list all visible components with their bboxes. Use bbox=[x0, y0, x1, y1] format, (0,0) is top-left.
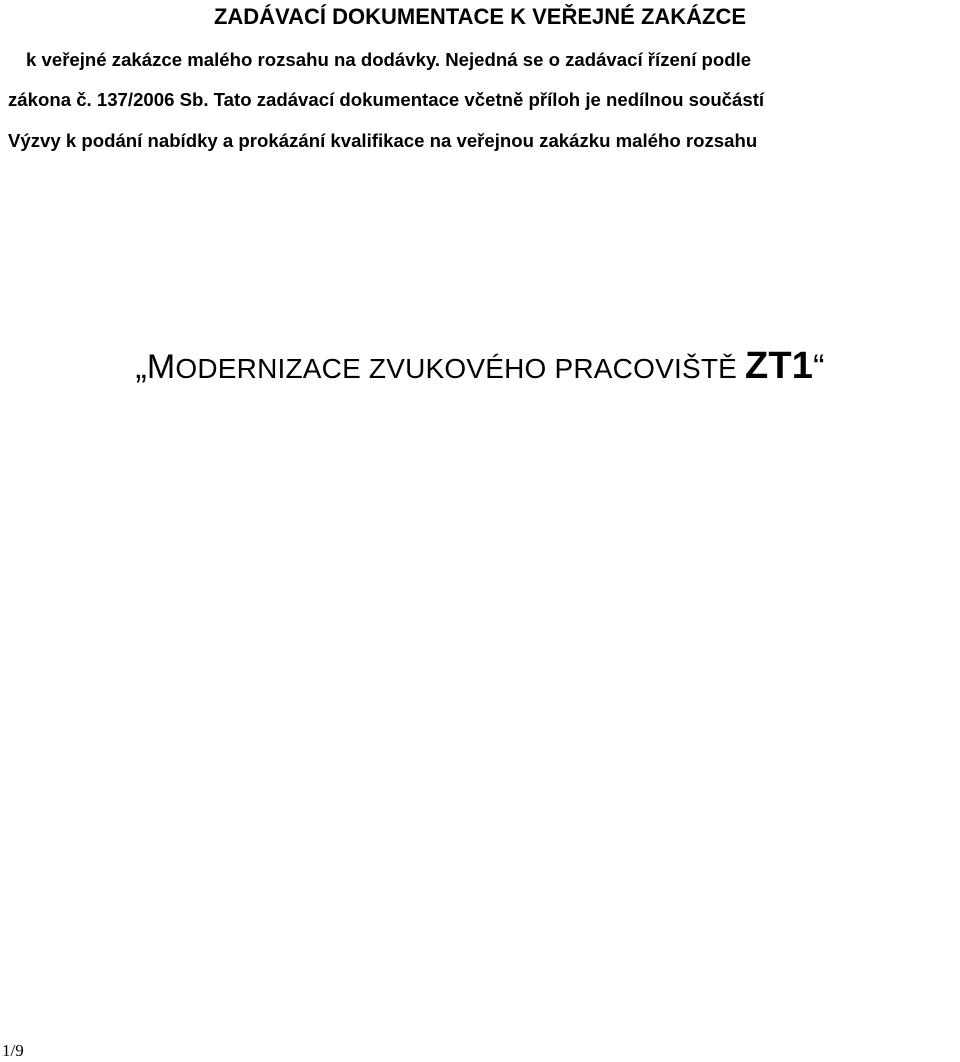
title-close-quote: “ bbox=[813, 348, 825, 386]
intro-line-2: zákona č. 137/2006 Sb. Tato zadávací dokumentace včetně příloh je nedílnou součástí bbox=[8, 89, 765, 110]
project-title bbox=[0, 344, 960, 391]
page-number: 1/9 bbox=[2, 1041, 24, 1060]
title-text: ODERNIZACE ZVUKOVÉHO PRACOVIŠTĚ bbox=[175, 353, 737, 384]
title-open-quote: „ bbox=[135, 348, 147, 386]
title-code: ZT1 bbox=[744, 345, 814, 387]
title-first-letter: M bbox=[146, 348, 176, 386]
document-heading: ZADÁVACÍ DOKUMENTACE K VEŘEJNÉ ZAKÁZCE bbox=[213, 4, 747, 29]
intro-line-1: k veřejné zakázce malého rozsahu na dodávky. Nejedná se o zadávací řízení podle bbox=[26, 49, 752, 70]
intro-line-3: Výzvy k podání nabídky a prokázání kvalifikace na veřejnou zakázku malého rozsahu bbox=[8, 130, 758, 151]
